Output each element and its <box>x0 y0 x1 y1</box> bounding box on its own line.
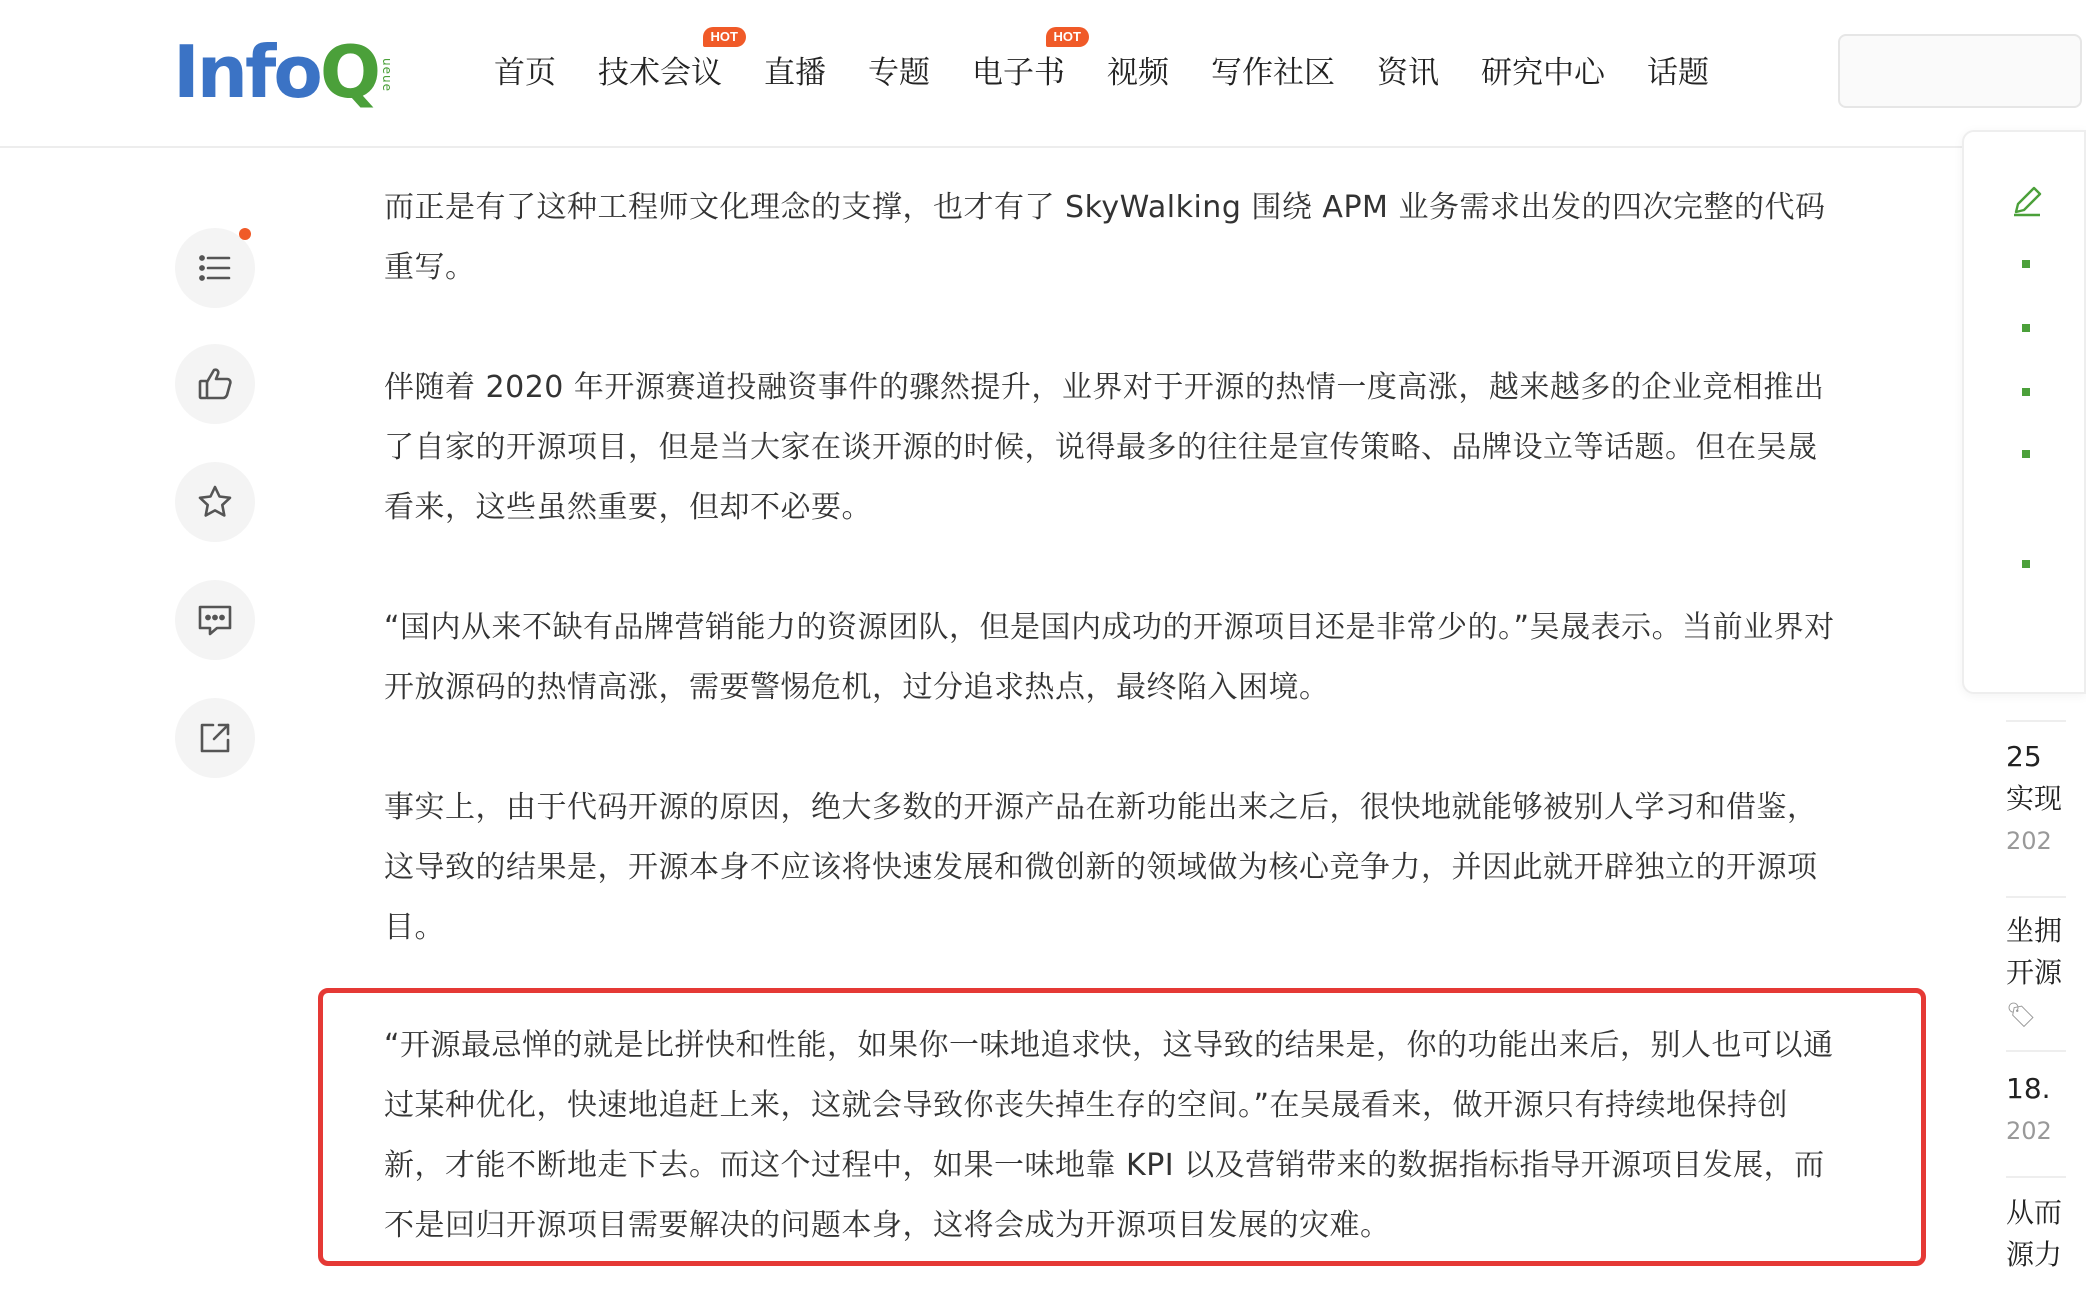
article-paragraph: 伴随着 2020 年开源赛道投融资事件的骤然提升，业界对于开源的热情一度高涨，越来越多的企业竞相推出了自家的开源项目，但是当大家在谈开源的时候，说得最多的往往是宣传策略、品牌设立等话题。但在吴晟看来，这些虽然重要，但却不必要。 <box>384 370 1825 525</box>
infoq-logo[interactable] <box>173 32 394 112</box>
nav-item-live[interactable]: 直播 <box>764 54 826 91</box>
list-bullet <box>2022 388 2030 396</box>
hot-badge: HOT <box>703 27 746 47</box>
search-input[interactable] <box>1838 34 2082 108</box>
article-paragraph: “国内从来不缺有品牌营销能力的资源团队，但是国内成功的开源项目还是非常少的。”吴晟表示。当前业界对开放源码的热情高涨，需要警惕危机，过分追求热点，最终陷入困境。 <box>384 610 1835 705</box>
comment-icon <box>195 600 235 640</box>
favorite-button[interactable] <box>175 462 255 542</box>
nav-item-research[interactable]: 研究中心 <box>1481 54 1605 91</box>
nav-item-home[interactable]: 首页 <box>494 54 556 91</box>
comment-button[interactable] <box>175 580 255 660</box>
article-paragraph: 而正是有了这种工程师文化理念的支撑，也才有了 SkyWalking 围绕 APM 业务需求出发的四次完整的代码重写。 <box>384 190 1826 285</box>
nav-item-subjects[interactable]: 话题 <box>1647 54 1709 91</box>
nav-item-videos[interactable]: 视频 <box>1107 54 1169 91</box>
pencil-icon <box>2010 184 2044 218</box>
related-item[interactable]: 25 实现 202 <box>2006 740 2063 855</box>
list-bullet <box>2022 260 2030 268</box>
related-item[interactable]: 18. 202 <box>2006 1072 2052 1145</box>
nav-item-topics[interactable]: 专题 <box>868 54 930 91</box>
share-icon <box>195 718 235 758</box>
nav-item-news[interactable]: 资讯 <box>1377 54 1439 91</box>
logo-text: InfoQ <box>173 30 379 114</box>
nav-item-writing[interactable]: 写作社区 <box>1211 54 1335 91</box>
nav-item-conferences[interactable]: 技术会议 HOT <box>598 47 722 92</box>
divider <box>2006 720 2066 722</box>
sidebar-card <box>1962 130 2086 694</box>
related-item[interactable]: 从而 源力 <box>2006 1196 2063 1271</box>
divider <box>2006 1176 2066 1178</box>
thumbs-up-icon <box>195 364 235 404</box>
list-bullet <box>2022 560 2030 568</box>
article-paragraph: 事实上，由于代码开源的原因，绝大多数的开源产品在新功能出来之后，很快地就能够被别人学习和借鉴，这导致的结果是，开源本身不应该将快速发展和微创新的领域做为核心竞争力，并因此就开辟独立的开源项目。 <box>384 790 1818 945</box>
divider <box>2006 1050 2066 1052</box>
notification-dot <box>239 228 251 240</box>
list-icon <box>195 248 235 288</box>
hot-badge: HOT <box>1046 27 1089 47</box>
tag-icon: 🏷 <box>2006 1001 2037 1029</box>
logo-subtext: ueue <box>380 58 395 92</box>
article-body <box>384 178 1844 1018</box>
like-button[interactable] <box>175 344 255 424</box>
related-item[interactable]: 坐拥 开源 🏷 <box>2006 910 2062 1036</box>
highlighted-paragraph: “开源最忌惮的就是比拼快和性能，如果你一味地追求快，这导致的结果是，你的功能出来后，别人也可以通过某种优化，快速地追赶上来，这就会导致你丧失掉生存的空间。”在吴晟看来，做开源只有持续地保持创新，才能不断地走下去。而这个过程中，如果一味地靠 KPI 以及营销带来的数据指标指导开源项目发展，而不是回归开源项目需要解决的问题本身，这将会成为开源项目发展的灾难。 <box>384 1028 1834 1243</box>
divider <box>2006 896 2066 898</box>
list-bullet <box>2022 450 2030 458</box>
top-header <box>0 0 2044 148</box>
main-nav <box>494 28 1751 94</box>
nav-item-ebooks[interactable]: 电子书 HOT <box>972 47 1065 92</box>
star-icon <box>195 482 235 522</box>
list-bullet <box>2022 324 2030 332</box>
toc-button[interactable] <box>175 228 255 308</box>
share-button[interactable] <box>175 698 255 778</box>
